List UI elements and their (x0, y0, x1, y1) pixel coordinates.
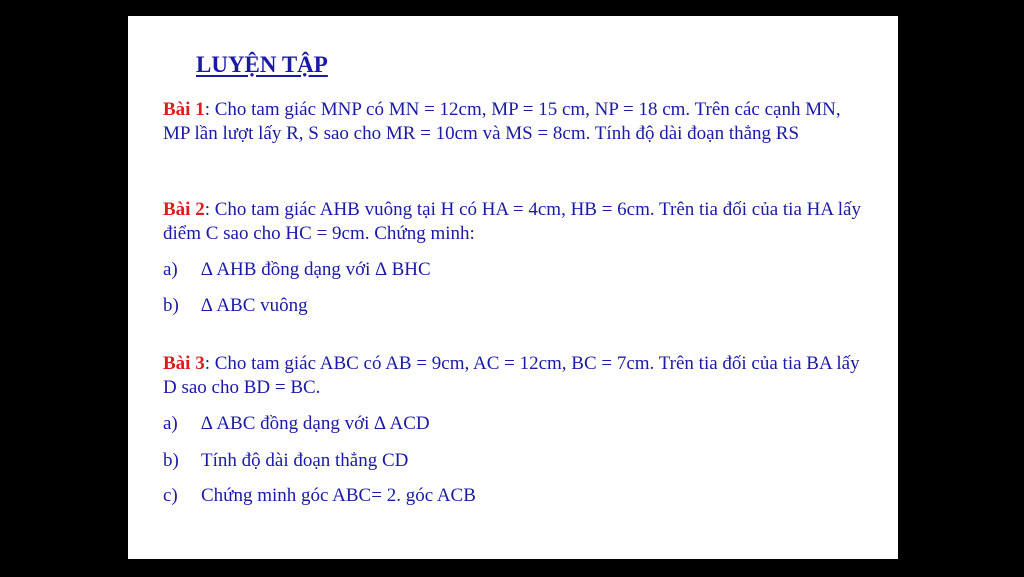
item-text: ∆ AHB đồng dạng với ∆ BHC (201, 259, 431, 280)
item-marker: b) (163, 450, 179, 471)
exercise-3-item-a (163, 412, 430, 436)
exercise-3-item-c (163, 484, 476, 508)
exercise-2-item-b (163, 294, 308, 318)
slide-title: LUYỆN TẬP (196, 52, 328, 77)
exercise-3-item-b (163, 449, 408, 473)
item-text: ∆ ABC đồng dạng với ∆ ACD (201, 413, 430, 434)
slide (128, 16, 898, 559)
item-marker: c) (163, 485, 178, 506)
exercise-2-text: : Cho tam giác AHB vuông tại H có HA = 4cm, HB = 6cm. Trên tia đối của tia HA lấy điểm C sao cho HC = 9cm. Chứng minh: (163, 199, 861, 244)
exercise-3-label: Bài 3 (163, 353, 205, 374)
item-text: Chứng minh góc ABC= 2. góc ACB (201, 485, 476, 506)
exercise-3-text: : Cho tam giác ABC có AB = 9cm, AC = 12cm, BC = 7cm. Trên tia đối của tia BA lấy D sao cho BD = BC. (163, 353, 860, 398)
item-marker: a) (163, 259, 178, 280)
item-marker: a) (163, 413, 178, 434)
exercise-2-item-a (163, 258, 431, 282)
item-text: ∆ ABC vuông (201, 295, 308, 316)
exercise-2 (163, 198, 863, 246)
exercise-2-label: Bài 2 (163, 199, 205, 220)
exercise-1 (163, 98, 863, 146)
exercise-1-label: Bài 1 (163, 99, 205, 120)
item-marker: b) (163, 295, 179, 316)
item-text: Tính độ dài đoạn thẳng CD (201, 450, 409, 471)
exercise-3 (163, 352, 863, 400)
exercise-1-text: : Cho tam giác MNP có MN = 12cm, MP = 15 cm, NP = 18 cm. Trên các cạnh MN, MP lần lượt lấy R, S sao cho MR = 10cm và MS = 8cm. Tính độ dài đoạn thẳng RS (163, 99, 841, 144)
